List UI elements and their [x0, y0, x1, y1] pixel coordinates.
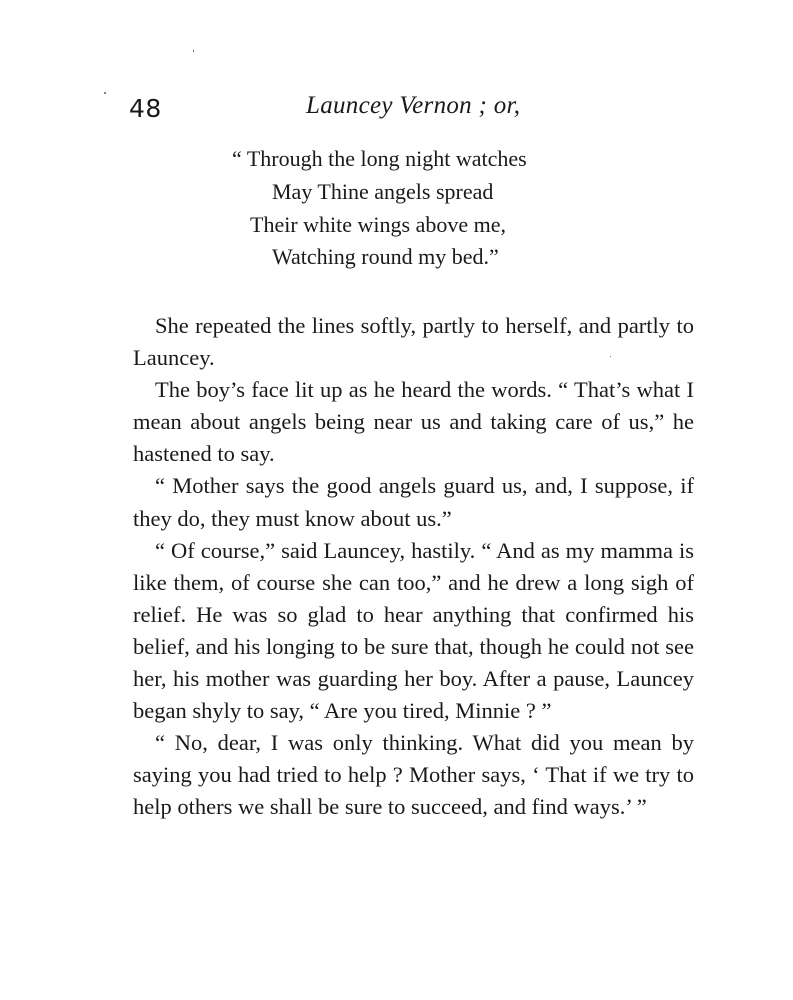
poem-line: “ Through the long night watches	[232, 146, 527, 171]
running-head-title: Launcey Vernon ; or,	[306, 92, 521, 119]
page-number: 48	[129, 94, 162, 123]
print-speck	[193, 50, 194, 52]
body-text	[133, 310, 694, 824]
poem-line: May Thine angels spread	[272, 179, 494, 204]
poem-line: Watching round my bed.”	[272, 244, 499, 269]
poem-line: Their white wings above me,	[250, 212, 506, 237]
paragraph: “ Of course,” said Launcey, hastily. “ And as my mamma is like them, of course she can too,” and he drew a long sigh of relief. He was so glad to hear anything that confirmed his belief, and his longing to be sure that, though he could not see her, his mother was guarding her boy. After a pause, Launcey began shyly to say, “ Are you tired, Minnie ? ”	[133, 537, 694, 724]
paragraph: She repeated the lines softly, partly to herself, and partly to Launcey.	[133, 313, 694, 371]
print-speck	[610, 356, 611, 357]
paragraph: “ Mother says the good angels guard us, and, I suppose, if they do, they must know about us.”	[133, 473, 694, 531]
paragraph: “ No, dear, I was only thinking. What did you mean by saying you had tried to help ? Mother says, ‘ That if we try to help others we shall be sure to succeed, and find ways.’ ”	[133, 730, 694, 820]
paragraph: The boy’s face lit up as he heard the words. “ That’s what I mean about angels being near us and taking care of us,” he hastened to say.	[133, 377, 694, 467]
print-speck	[104, 92, 106, 94]
